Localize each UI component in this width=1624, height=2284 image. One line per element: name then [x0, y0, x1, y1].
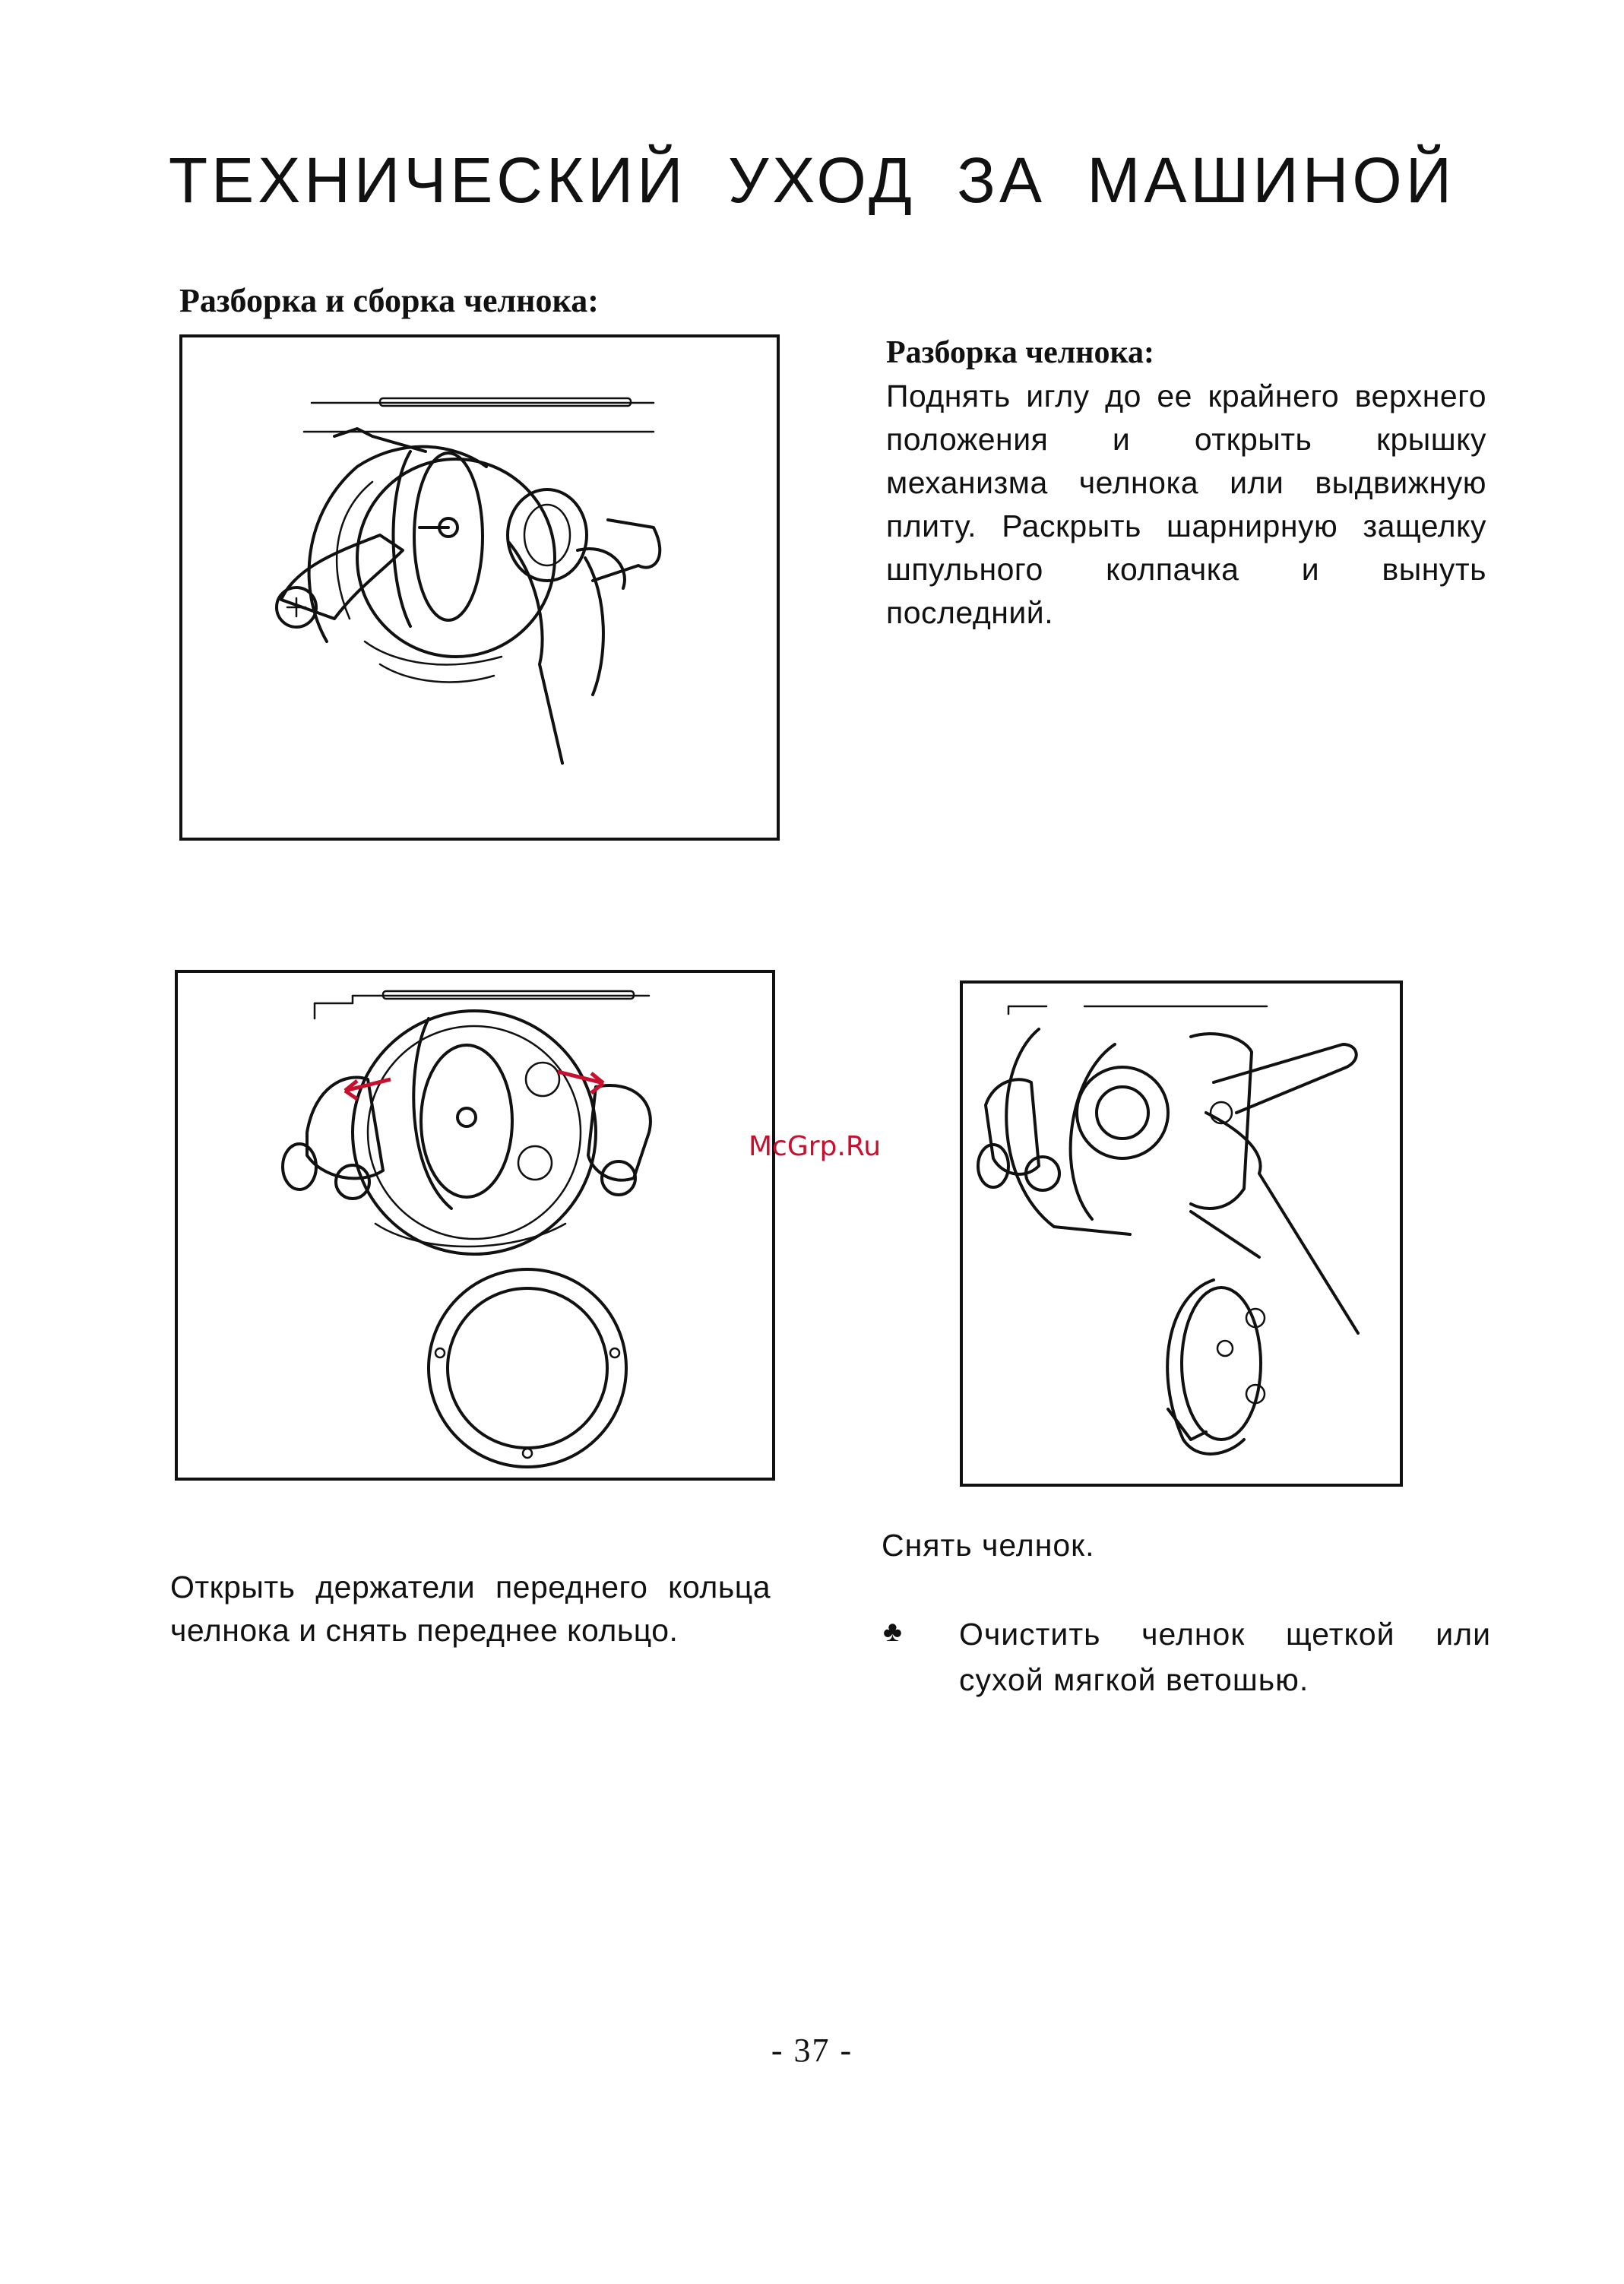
cleaning-tip-text: Очистить челнок щеткой или сухой мягкой ветошью.	[959, 1617, 1491, 1697]
page-number: - 37 -	[771, 2032, 853, 2069]
bobbin-case-illustration	[182, 337, 777, 838]
hook-removal-illustration	[963, 984, 1400, 1484]
hook-ring-instructions: Открыть держатели переднего кольца челнока и снять переднее кольцо.	[170, 1570, 771, 1648]
page-title: ТЕХНИЧЕСКИЙ УХОД ЗА МАШИНОЙ	[168, 144, 1456, 216]
section-heading: Разборка и сборка челнока:	[179, 282, 599, 319]
disassembly-instructions: Поднять иглу до ее крайнего верхнего положения и открыть крышку механизма челнока или выдвижную плиту. Раскрыть шарнирную защелку шпульного колпачка и вынуть последний.	[886, 379, 1486, 630]
club-icon: ♣	[883, 1616, 902, 1648]
watermark-text: McGrp.Ru	[749, 1131, 882, 1162]
figure-bobbin-case-removal	[179, 334, 780, 841]
figure-hook-removal	[960, 980, 1403, 1487]
disassembly-heading: Разборка челнока:	[886, 335, 1155, 370]
hook-ring-illustration	[178, 973, 772, 1478]
hook-removal-caption: Снять челнок.	[882, 1528, 1095, 1563]
figure-hook-ring-removal	[175, 970, 775, 1481]
